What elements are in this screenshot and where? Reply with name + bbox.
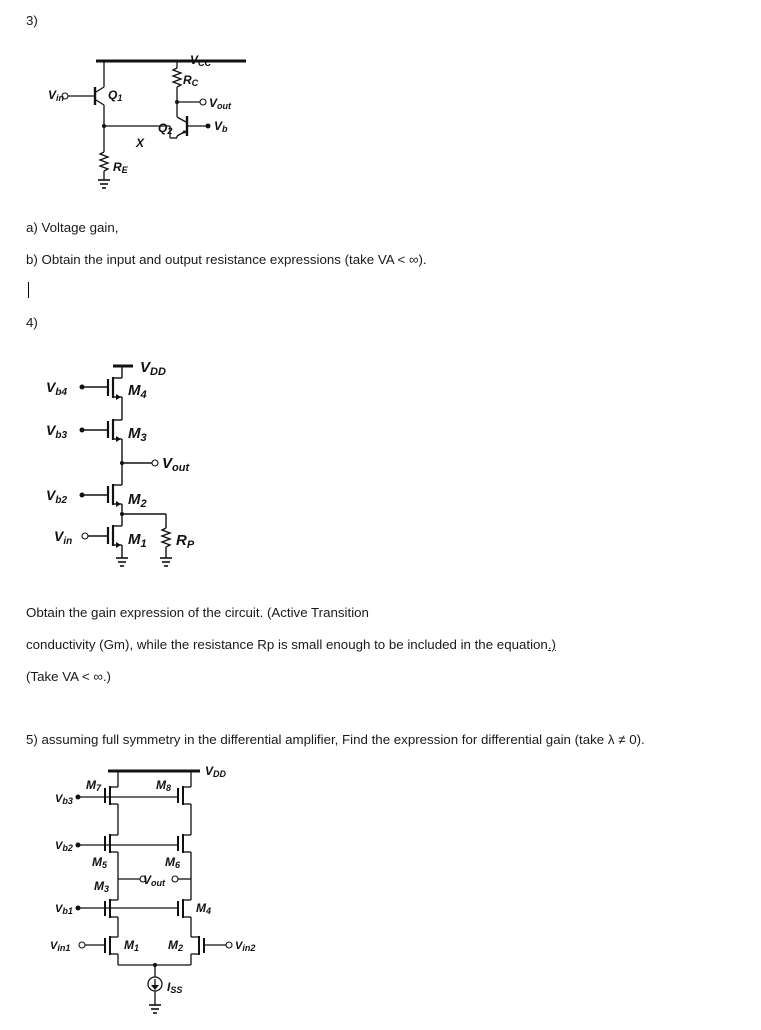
vb3-label: $V_{b3}$ bbox=[46, 422, 68, 441]
vout-label: Vout bbox=[209, 96, 232, 111]
q4-line2-end: .) bbox=[547, 637, 556, 652]
vout-label: Vout bbox=[143, 873, 166, 888]
vin1-label: Vin1 bbox=[50, 940, 71, 953]
vdd-label: VDD bbox=[205, 764, 227, 779]
vb2-label: Vb2 bbox=[55, 840, 73, 853]
rc-label: RC bbox=[183, 73, 199, 88]
vout-label: $V_{out}$ bbox=[162, 455, 190, 474]
q4-line1: Obtain the gain expression of the circuit. (Active Transition bbox=[26, 605, 369, 620]
m3-label: M3 bbox=[94, 879, 110, 894]
vb3-label: Vb3 bbox=[55, 793, 73, 806]
m3-label: $M_3$ bbox=[128, 425, 147, 444]
q4-number: 4) bbox=[26, 315, 38, 330]
vin2-label: Vin2 bbox=[235, 940, 256, 953]
q3-part-b: b) Obtain the input and output resistance expressions (take VA < ∞). bbox=[26, 252, 427, 267]
iss-label: ISS bbox=[167, 980, 183, 995]
circuit-q5 bbox=[0, 755, 761, 1030]
vdd-label: $V_{DD}$ bbox=[140, 359, 166, 378]
q4-line3: (Take VA < ∞.) bbox=[26, 669, 111, 684]
q5-text: 5) assuming full symmetry in the differential amplifier, Find the expression for differential gain (take λ ≠ 0). bbox=[26, 732, 645, 747]
vcc-label: VCC bbox=[190, 53, 212, 68]
circuit-q3 bbox=[0, 0, 761, 200]
vb-label: Vb bbox=[214, 119, 228, 134]
vin-label: Vin bbox=[48, 88, 65, 103]
x-label: X bbox=[136, 136, 145, 150]
m1-label: $M_1$ bbox=[128, 531, 147, 550]
m4-label: M4 bbox=[196, 901, 212, 916]
q1-label: Q1 bbox=[108, 88, 123, 103]
q3-part-a: a) Voltage gain, bbox=[26, 220, 119, 235]
circuit-q4 bbox=[0, 350, 761, 590]
vb1-label: Vb1 bbox=[55, 903, 73, 916]
q4-line2: conductivity (Gm), while the resistance Rp is small enough to be included in the equation.) bbox=[26, 637, 556, 652]
vb2-label: $V_{b2}$ bbox=[46, 487, 68, 506]
text-cursor bbox=[28, 282, 29, 298]
vb4-label: $V_{b4}$ bbox=[46, 379, 68, 398]
m5-label: M5 bbox=[92, 855, 108, 870]
m2-label: $M_2$ bbox=[128, 491, 147, 510]
m1-label: M1 bbox=[124, 938, 140, 953]
m4-label: $M_4$ bbox=[128, 382, 147, 401]
m6-label: M6 bbox=[165, 855, 181, 870]
m2-label: M2 bbox=[168, 938, 184, 953]
rp-label: $R_P$ bbox=[176, 532, 195, 551]
q2-label: Q2 bbox=[158, 121, 173, 136]
vin-label: $V_{in}$ bbox=[54, 528, 73, 547]
m8-label: M8 bbox=[156, 778, 172, 793]
q3-number: 3) bbox=[26, 13, 38, 28]
m7-label: M7 bbox=[86, 778, 102, 793]
re-label: RE bbox=[113, 160, 128, 175]
